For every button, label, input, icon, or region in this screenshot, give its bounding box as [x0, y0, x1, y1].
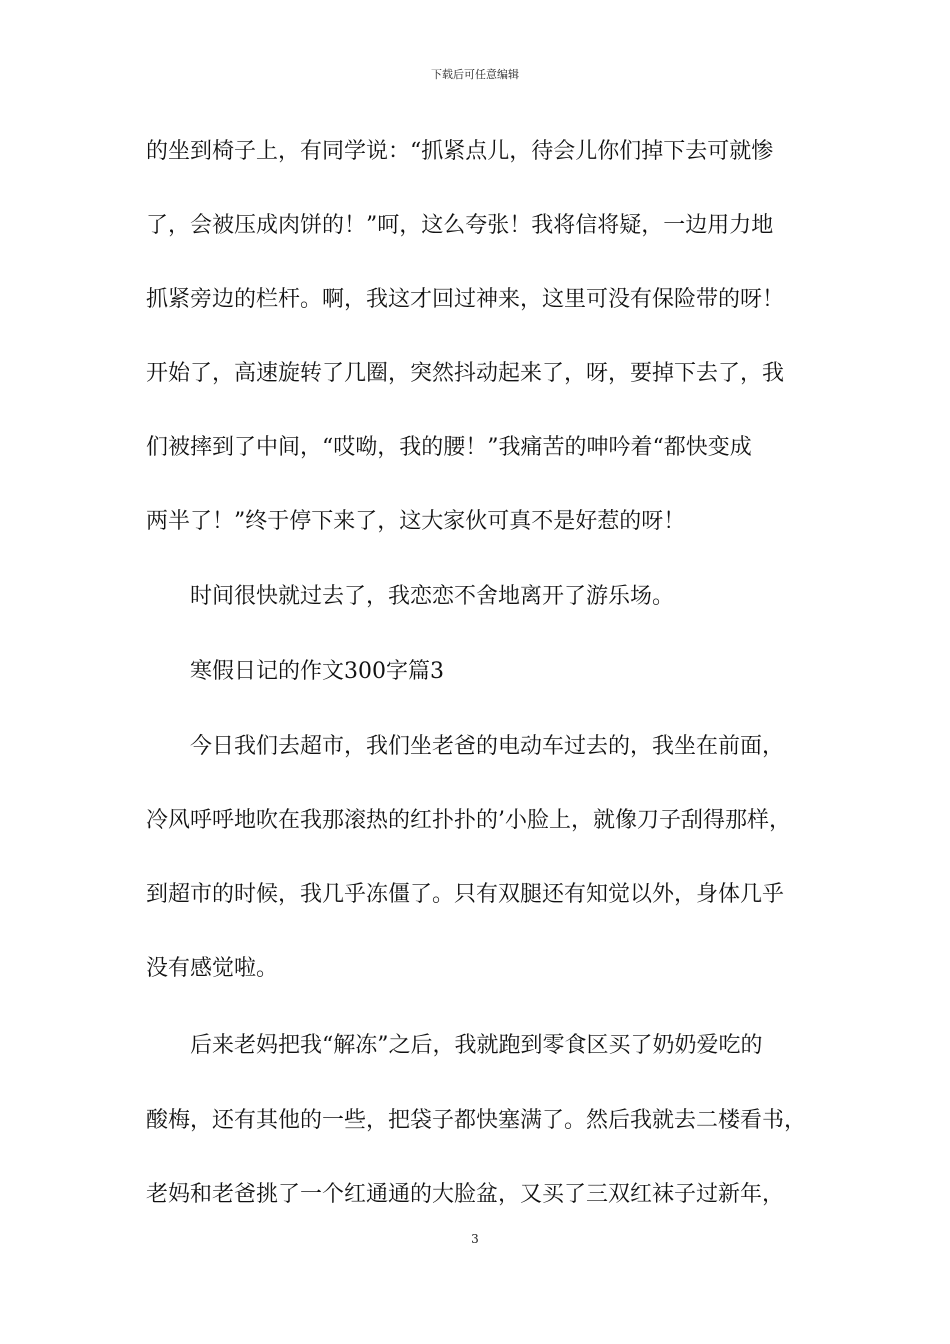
- text-line: 到超市的时候，我几乎冻僵了。只有双腿还有知觉以外，身体几乎: [146, 882, 785, 907]
- text-line: 了，会被压成肉饼的！”呵，这么夸张！我将信将疑，一边用力地: [146, 213, 774, 238]
- text-line: 今日我们去超市，我们坐老爸的电动车过去的，我坐在前面，: [190, 734, 785, 759]
- text-line: 时间很快就过去了，我恋恋不舍地离开了游乐场。: [190, 584, 675, 609]
- text-line: 的坐到椅子上，有同学说：“抓紧点儿，待会儿你们掉下去可就惨: [146, 139, 774, 164]
- page-header: 下载后可任意编辑: [431, 68, 519, 81]
- text-line: 们被摔到了中间，“哎呦，我的腰！”我痛苦的呻吟着“都快变成: [146, 435, 752, 460]
- text-line: 酸梅，还有其他的一些，把袋子都快塞满了。然后我就去二楼看书，: [146, 1108, 807, 1133]
- text-line: 开始了，高速旋转了几圈，突然抖动起来了，呀，要掉下去了，我: [146, 361, 785, 386]
- text-line: 老妈和老爸挑了一个红通通的大脸盆，又买了三双红袜子过新年，: [146, 1182, 785, 1207]
- section-heading: 寒假日记的作文300字篇3: [190, 659, 444, 684]
- text-line: 冷风呼呼地吹在我那滚热的红扑扑的’小脸上，就像刀子刮得那样，: [146, 808, 791, 833]
- page-number: 3: [471, 1232, 479, 1246]
- text-line: 后来老妈把我“解冻”之后，我就跑到零食区买了奶奶爱吃的: [190, 1033, 763, 1058]
- text-line: 抓紧旁边的栏杆。啊，我这才回过神来，这里可没有保险带的呀！: [146, 287, 785, 312]
- text-line: 没有感觉啦。: [146, 956, 279, 981]
- text-line: 两半了！”终于停下来了，这大家伙可真不是好惹的呀！: [146, 509, 686, 534]
